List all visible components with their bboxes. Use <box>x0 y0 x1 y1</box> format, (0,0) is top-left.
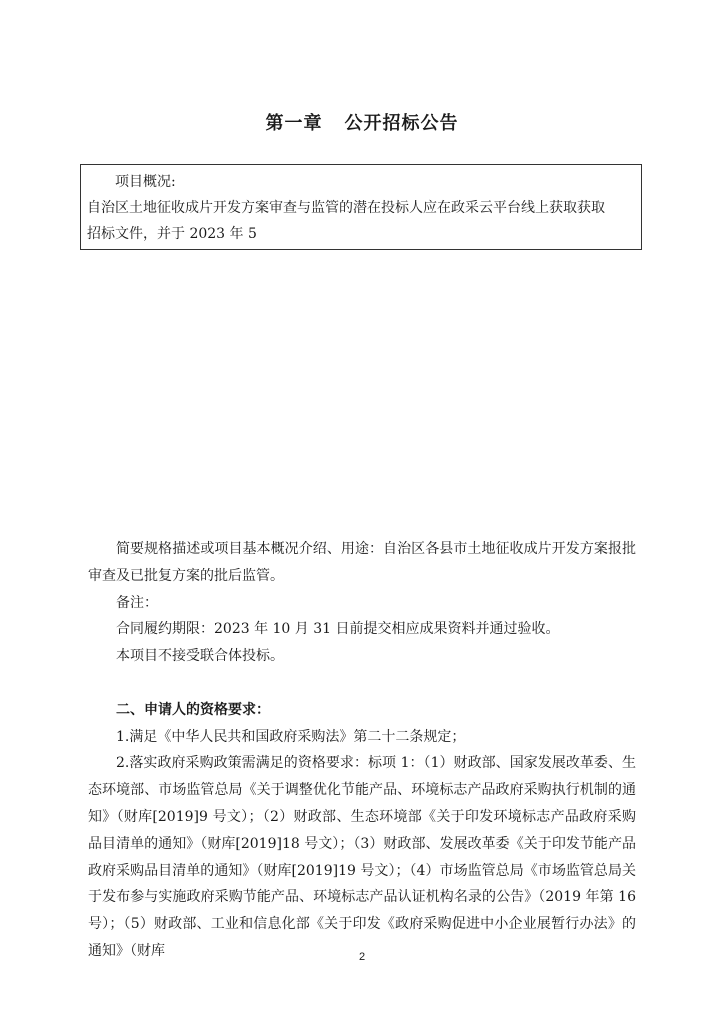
chapter-name: 公开招标公告 <box>344 113 459 134</box>
overview-line-1: 自治区土地征收成片开发方案审查与监管的潜在投标人应在政采云平台线上获取获取 <box>87 200 605 216</box>
overview-line-2: 招标文件，并于 2023 年 5 <box>87 226 257 242</box>
overview-label: 项目概况: <box>115 174 176 190</box>
chapter-title <box>0 109 724 135</box>
section-2-heading: 二、申请人的资格要求： <box>116 701 270 718</box>
paragraph-contract-term: 合同履约期限：2023 年 10 月 31 日前提交相应成果资料并通过验收。 <box>116 621 560 638</box>
project-overview-box <box>80 164 642 250</box>
paragraph-remarks: 备注： <box>116 594 158 611</box>
requirement-item-1: 1.满足《中华人民共和国政府采购法》第二十二条规定； <box>116 728 466 745</box>
paragraph-no-consortium: 本项目不接受联合体投标。 <box>116 648 284 665</box>
blank-line <box>88 670 636 697</box>
page-number: 2 <box>358 951 366 963</box>
document-body <box>88 536 636 965</box>
requirement-item-2: 2.落实政府采购政策需满足的资格要求：标项 1：（1）财政部、国家发展改革委、生态环境部、市场监管总局《关于调整优化节能产品、环境标志产品政府采购执行机制的通知》（财库[2019]9 号文）；（2）财政部、生态环境部《关于印发环境标志产品政府采购品目清单的通知》（财库[2019]18 号文）；（3）财政部、发展改革委《关于印发节能产品政府采购品目清单的通知》（财库[2019]19 号文）；（4）市场监管总局《市场监管总局关于发布参与实施政府采购节能产品、环境标志产品认证机构名录的公告》（2019 年第 16 号）；（5）财政部、工业和信息化部《关于印发《政府采购促进中小企业展暂行办法》的通知》（财库 <box>88 755 636 959</box>
paragraph-description: 简要规格描述或项目基本概况介绍、用途：自治区各县市土地征收成片开发方案报批审查及已批复方案的批后监管。 <box>88 541 636 584</box>
chapter-number: 第一章 <box>265 113 323 134</box>
